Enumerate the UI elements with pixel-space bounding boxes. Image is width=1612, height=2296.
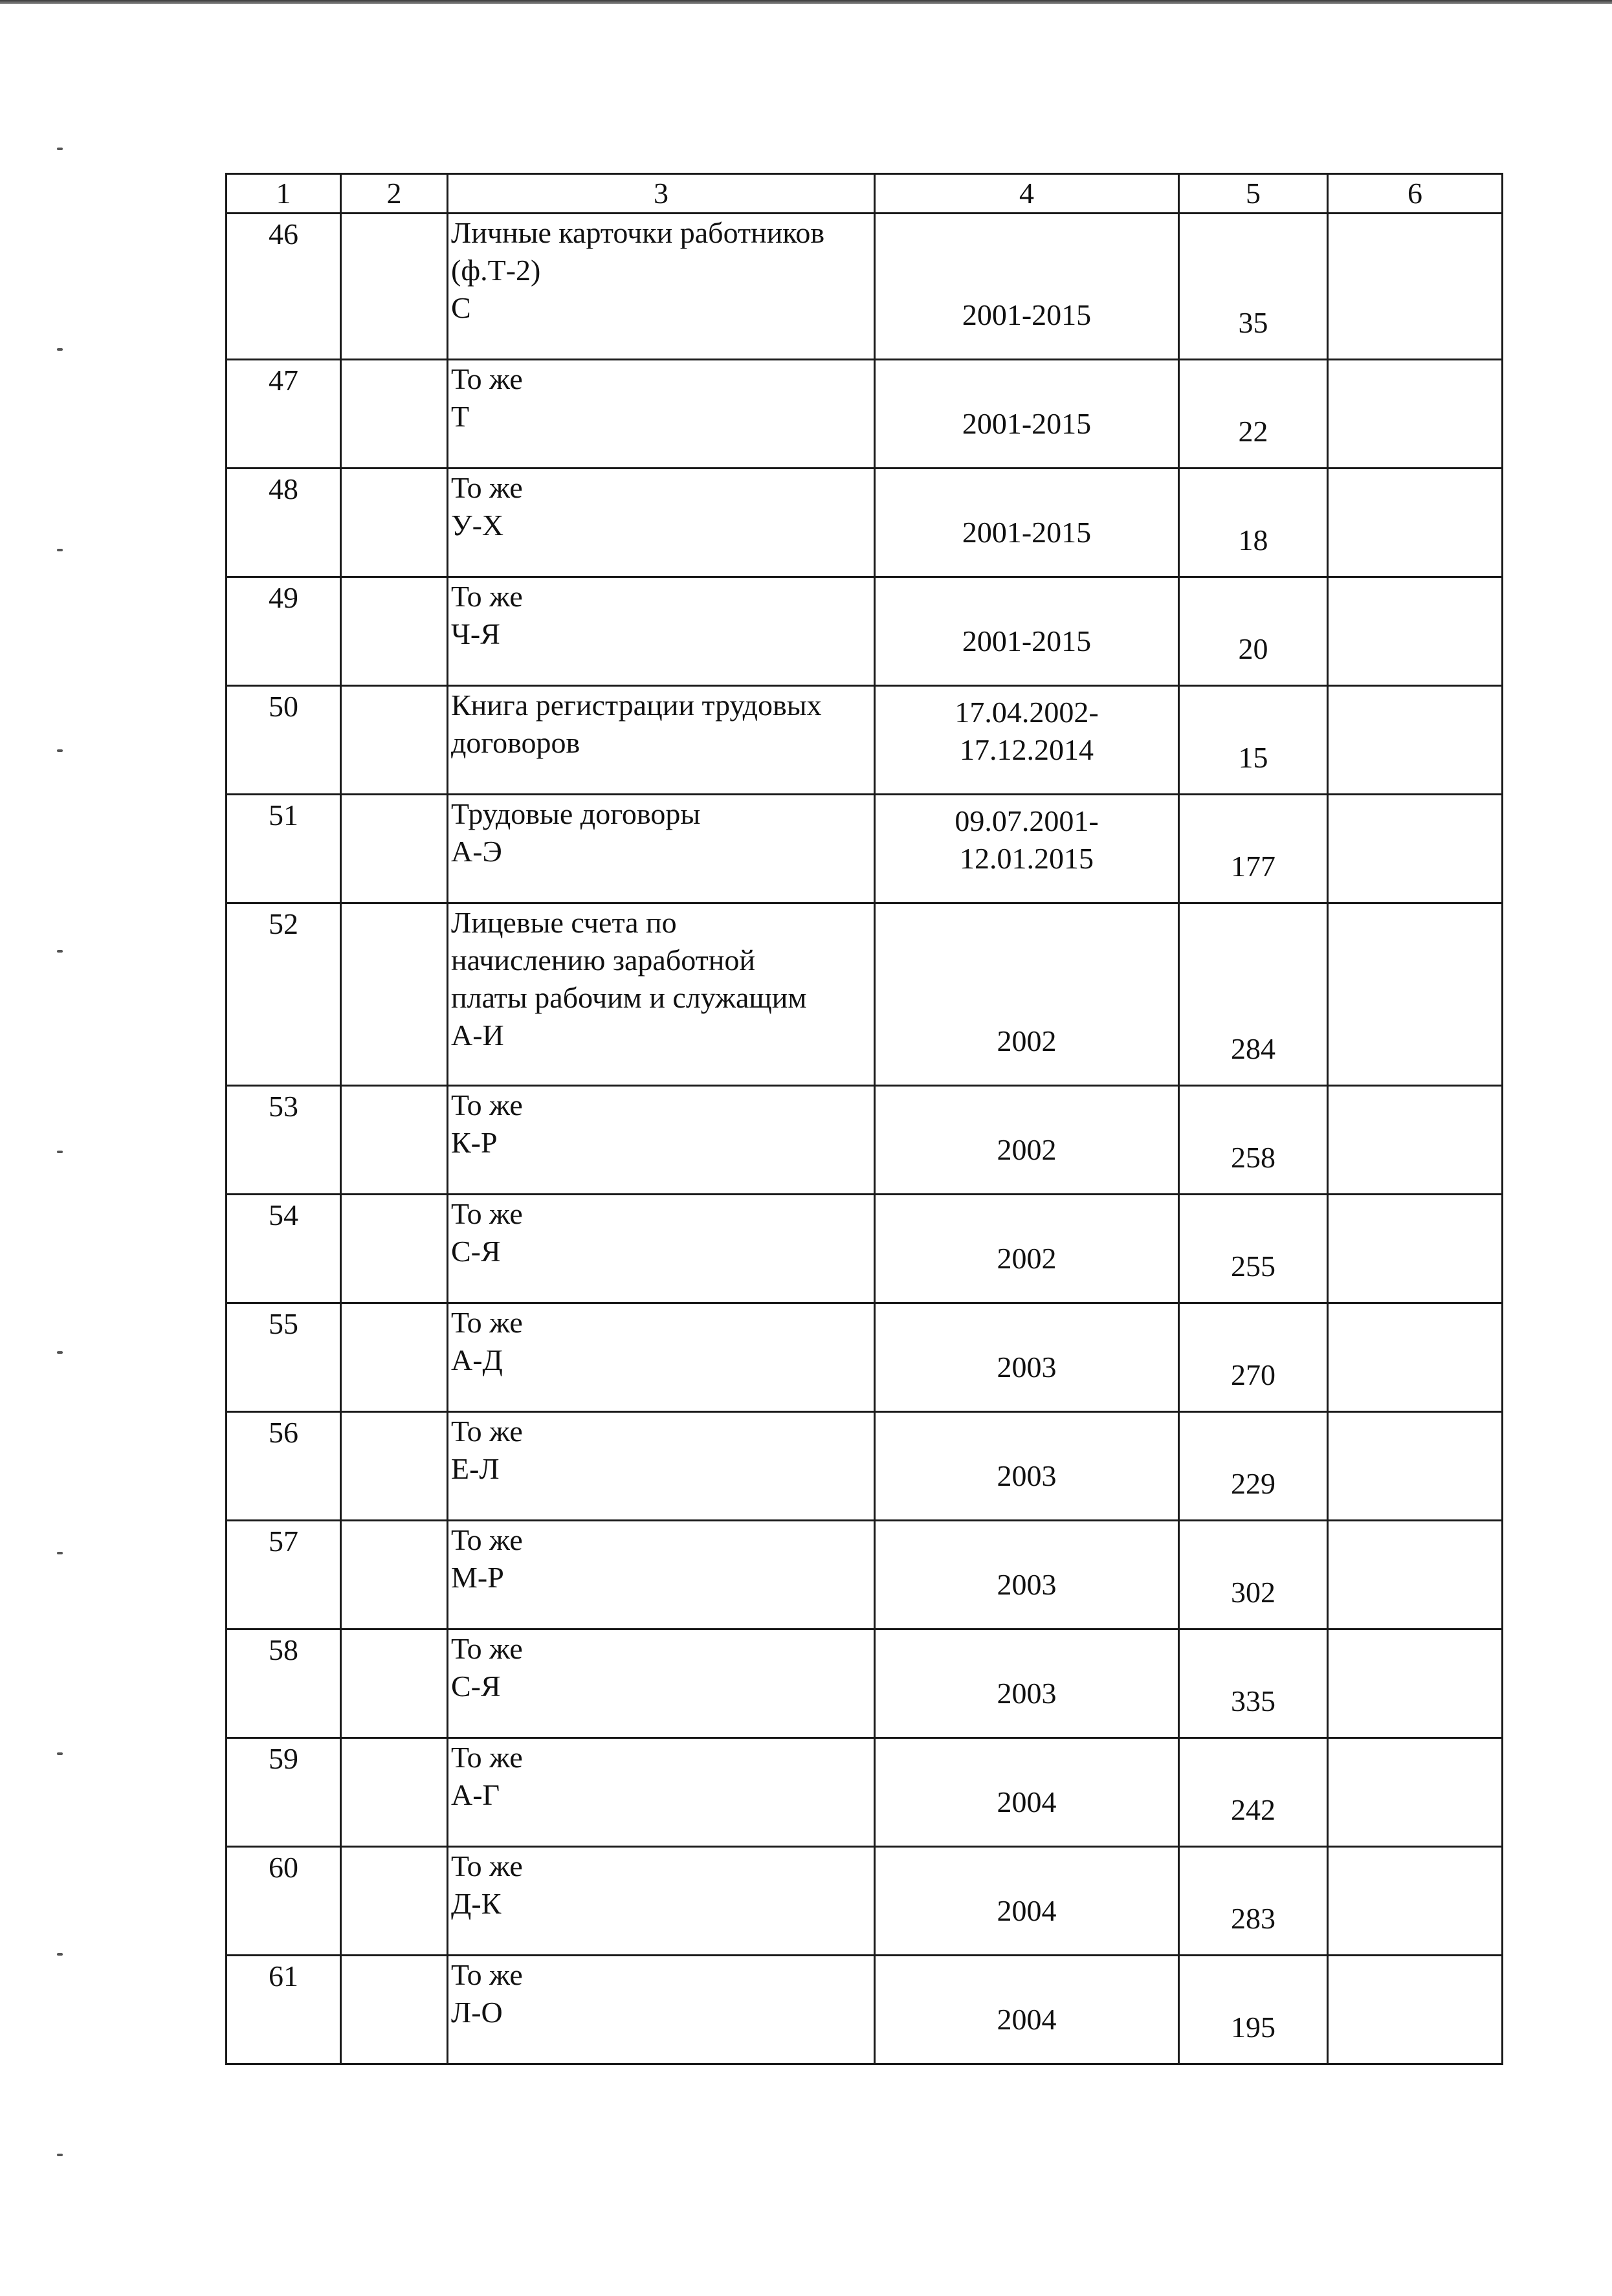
date-range-line: 17.12.2014 (960, 733, 1094, 766)
sheet-count: 302 (1179, 1521, 1328, 1629)
item-number: 51 (226, 795, 341, 903)
date-range-line: 2004 (997, 2003, 1057, 2036)
date-range (875, 214, 1179, 360)
sheet-count: 258 (1179, 1086, 1328, 1195)
date-range (875, 469, 1179, 577)
notes-cell (1328, 1521, 1503, 1629)
item-number: 57 (226, 1521, 341, 1629)
case-index-cell (341, 577, 448, 686)
notes-cell (1328, 1629, 1503, 1738)
date-range (875, 1086, 1179, 1195)
item-number: 55 (226, 1303, 341, 1412)
case-title-line: Д-К (451, 1887, 502, 1920)
case-title-line: А-Г (451, 1778, 500, 1811)
date-range (875, 903, 1179, 1086)
case-title (448, 1738, 875, 1847)
date-range (875, 1303, 1179, 1412)
date-range (875, 1847, 1179, 1956)
date-range-line: 2001-2015 (962, 516, 1092, 549)
case-index-cell (341, 686, 448, 795)
table-row (226, 1521, 1503, 1629)
case-title-line: С-Я (451, 1670, 501, 1703)
case-index-cell (341, 1956, 448, 2064)
date-range (875, 1738, 1179, 1847)
notes-cell (1328, 686, 1503, 795)
item-number: 46 (226, 214, 341, 360)
table-row (226, 214, 1503, 360)
binding-hole-mark (57, 148, 63, 150)
case-title (448, 1629, 875, 1738)
sheet-count: 270 (1179, 1303, 1328, 1412)
column-number-header: 6 (1328, 174, 1503, 214)
sheet-count: 284 (1179, 903, 1328, 1086)
table-row (226, 1629, 1503, 1738)
date-range-line: 2003 (997, 1351, 1057, 1384)
case-title (448, 214, 875, 360)
case-index-cell (341, 1521, 448, 1629)
table-row (226, 795, 1503, 903)
case-title-line: К-Р (451, 1126, 498, 1159)
binding-hole-mark (57, 1552, 63, 1554)
case-title-line: С (451, 291, 471, 324)
case-index-cell (341, 214, 448, 360)
case-title (448, 686, 875, 795)
case-title-line: То же (451, 1088, 523, 1121)
case-title (448, 1956, 875, 2064)
table-row (226, 686, 1503, 795)
case-title-line: Трудовые договоры (451, 797, 701, 830)
case-title-line: С-Я (451, 1235, 501, 1268)
date-range-line: 09.07.2001- (955, 804, 1099, 837)
sheet-count: 20 (1179, 577, 1328, 686)
case-title-line: У-Х (451, 509, 504, 542)
sheet-count: 15 (1179, 686, 1328, 795)
binding-hole-mark (57, 1752, 63, 1755)
date-range-line: 2001-2015 (962, 407, 1092, 440)
case-title-line: Лицевые счета по (451, 906, 677, 939)
case-title-line: А-Э (451, 835, 502, 868)
column-number-header: 1 (226, 174, 341, 214)
table-row (226, 1195, 1503, 1303)
case-title-line: начислению заработной (451, 944, 755, 977)
date-range (875, 577, 1179, 686)
case-title-line: договоров (451, 726, 580, 759)
sheet-count: 35 (1179, 214, 1328, 360)
scan-top-edge (0, 0, 1612, 4)
date-range (875, 1629, 1179, 1738)
notes-cell (1328, 1303, 1503, 1412)
item-number: 48 (226, 469, 341, 577)
table-row (226, 1303, 1503, 1412)
sheet-count: 335 (1179, 1629, 1328, 1738)
case-index-cell (341, 1195, 448, 1303)
binding-hole-mark (57, 2154, 63, 2156)
item-number: 60 (226, 1847, 341, 1956)
case-title (448, 360, 875, 469)
notes-cell (1328, 214, 1503, 360)
notes-cell (1328, 1847, 1503, 1956)
case-index-cell (341, 1412, 448, 1521)
case-title-line: То же (451, 1632, 523, 1665)
case-title-line: То же (451, 1849, 523, 1882)
case-title-line: То же (451, 1306, 523, 1339)
table-row (226, 577, 1503, 686)
notes-cell (1328, 795, 1503, 903)
date-range (875, 360, 1179, 469)
case-title-line: То же (451, 1197, 523, 1230)
notes-cell (1328, 1738, 1503, 1847)
date-range (875, 1521, 1179, 1629)
case-title-line: То же (451, 580, 523, 613)
date-range (875, 1412, 1179, 1521)
sheet-count: 283 (1179, 1847, 1328, 1956)
date-range (875, 795, 1179, 903)
case-title-line: Книга регистрации трудовых (451, 689, 822, 722)
item-number: 54 (226, 1195, 341, 1303)
date-range-line: 2002 (997, 1024, 1057, 1057)
column-number-header: 5 (1179, 174, 1328, 214)
table-row (226, 360, 1503, 469)
date-range-line: 2004 (997, 1785, 1057, 1818)
sheet-count: 18 (1179, 469, 1328, 577)
column-number-header: 3 (448, 174, 875, 214)
case-title-line: Е-Л (451, 1452, 500, 1485)
column-number-row (226, 174, 1503, 214)
notes-cell (1328, 1086, 1503, 1195)
item-number: 61 (226, 1956, 341, 2064)
case-title-line: Т (451, 400, 470, 433)
case-title-line: То же (451, 1958, 523, 1991)
inventory-table-body (226, 174, 1503, 2064)
case-index-cell (341, 1303, 448, 1412)
notes-cell (1328, 360, 1503, 469)
table-row (226, 1738, 1503, 1847)
notes-cell (1328, 1412, 1503, 1521)
binding-hole-mark (57, 549, 63, 551)
date-range-line: 2001-2015 (962, 624, 1092, 657)
table-row (226, 1412, 1503, 1521)
date-range (875, 1956, 1179, 2064)
item-number: 47 (226, 360, 341, 469)
date-range-line: 2003 (997, 1459, 1057, 1492)
case-title (448, 1303, 875, 1412)
date-range-line: 2003 (997, 1568, 1057, 1601)
case-index-cell (341, 903, 448, 1086)
case-title-line: Л-О (451, 1996, 503, 2029)
sheet-count: 22 (1179, 360, 1328, 469)
sheet-count: 242 (1179, 1738, 1328, 1847)
item-number: 59 (226, 1738, 341, 1847)
item-number: 52 (226, 903, 341, 1086)
table-row (226, 1956, 1503, 2064)
date-range-line: 2003 (997, 1677, 1057, 1710)
case-index-cell (341, 795, 448, 903)
date-range-line: 17.04.2002- (955, 696, 1099, 729)
binding-hole-mark (57, 1953, 63, 1956)
case-index-cell (341, 1086, 448, 1195)
case-index-cell (341, 1629, 448, 1738)
case-title (448, 1086, 875, 1195)
sheet-count: 177 (1179, 795, 1328, 903)
case-title (448, 795, 875, 903)
case-title-line: То же (451, 1415, 523, 1448)
case-title-line: платы рабочим и служащим (451, 981, 807, 1014)
inventory-table (225, 173, 1503, 2065)
column-number-header: 2 (341, 174, 448, 214)
case-title-line: (ф.Т-2) (451, 254, 541, 287)
date-range-line: 12.01.2015 (960, 842, 1094, 875)
item-number: 56 (226, 1412, 341, 1521)
date-range-line: 2002 (997, 1133, 1057, 1166)
case-title (448, 1847, 875, 1956)
case-title-line: Ч-Я (451, 617, 500, 650)
case-title (448, 469, 875, 577)
table-row (226, 469, 1503, 577)
case-title-line: М-Р (451, 1561, 504, 1594)
binding-hole-mark (57, 950, 63, 953)
case-title-line: То же (451, 471, 523, 504)
item-number: 53 (226, 1086, 341, 1195)
table-row (226, 1847, 1503, 1956)
case-title (448, 1195, 875, 1303)
table-row (226, 903, 1503, 1086)
binding-hole-mark (57, 749, 63, 752)
case-title-line: А-Д (451, 1343, 503, 1376)
case-title-line: То же (451, 1523, 523, 1556)
case-index-cell (341, 1738, 448, 1847)
date-range-line: 2004 (997, 1894, 1057, 1927)
sheet-count: 255 (1179, 1195, 1328, 1303)
case-title-line: То же (451, 362, 523, 395)
case-title-line: Личные карточки работников (451, 216, 825, 249)
notes-cell (1328, 1195, 1503, 1303)
table-row (226, 1086, 1503, 1195)
notes-cell (1328, 903, 1503, 1086)
case-index-cell (341, 469, 448, 577)
case-index-cell (341, 1847, 448, 1956)
sheet-count: 229 (1179, 1412, 1328, 1521)
notes-cell (1328, 577, 1503, 686)
item-number: 50 (226, 686, 341, 795)
case-index-cell (341, 360, 448, 469)
case-title (448, 903, 875, 1086)
date-range-line: 2001-2015 (962, 298, 1092, 331)
case-title (448, 1412, 875, 1521)
binding-hole-mark (57, 1151, 63, 1153)
sheet-count: 195 (1179, 1956, 1328, 2064)
binding-hole-mark (57, 348, 63, 351)
notes-cell (1328, 469, 1503, 577)
case-title-line: То же (451, 1741, 523, 1774)
column-number-header: 4 (875, 174, 1179, 214)
case-title (448, 1521, 875, 1629)
date-range (875, 686, 1179, 795)
item-number: 49 (226, 577, 341, 686)
notes-cell (1328, 1956, 1503, 2064)
date-range-line: 2002 (997, 1242, 1057, 1275)
binding-hole-mark (57, 1351, 63, 1354)
case-title (448, 577, 875, 686)
item-number: 58 (226, 1629, 341, 1738)
case-title-line: А-И (451, 1019, 504, 1052)
date-range (875, 1195, 1179, 1303)
